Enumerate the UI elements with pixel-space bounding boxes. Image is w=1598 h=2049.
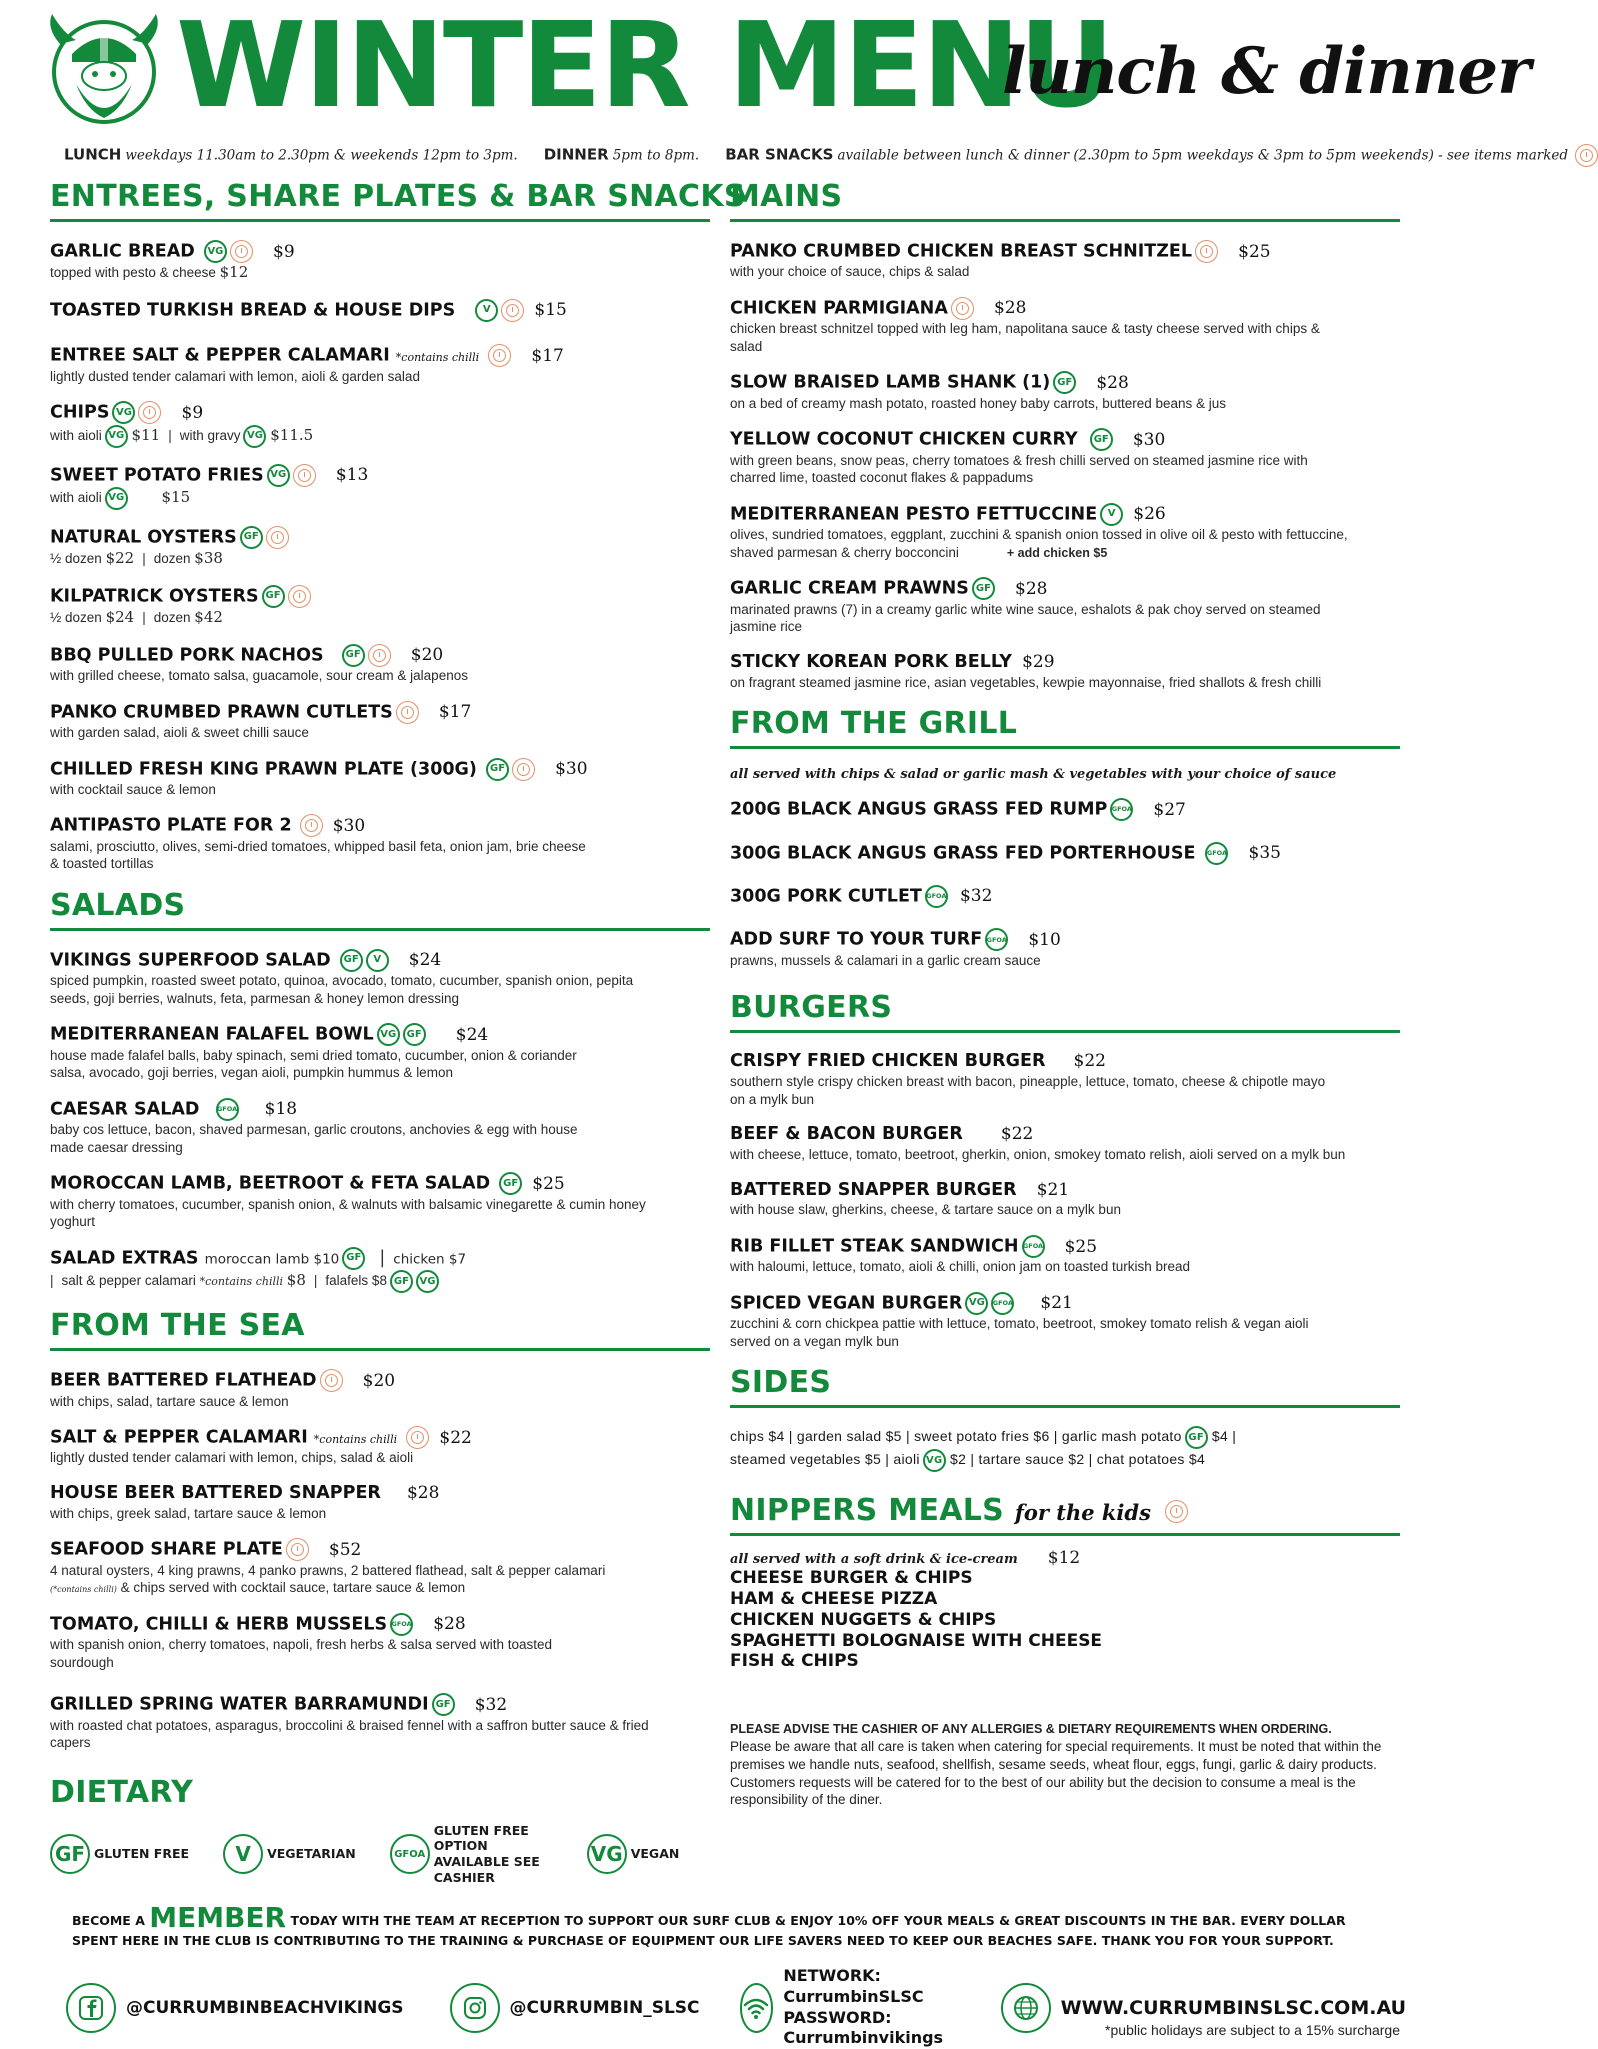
bar-snack-clock-icon [1195, 240, 1218, 263]
item-desc: with grilled cheese, tomato salsa, guacamole, sour cream & jalapenos [50, 668, 468, 684]
item-name: PANKO CRUMBED PRAWN CUTLETS [50, 702, 393, 723]
option-price: $22 [105, 549, 135, 568]
chilli-note: *contains chilli [395, 350, 480, 364]
dietary-label: GLUTEN FREE OPTION AVAILABLE SEE CASHIER [433, 1822, 540, 1885]
nippers-note [730, 1548, 1400, 1568]
item-name: ADD SURF TO YOUR TURF [730, 929, 983, 950]
sides-line: steamed vegetables $5 | aioli [730, 1451, 920, 1468]
nippers-heading [730, 1494, 1400, 1536]
vegan-badge: VG [923, 1449, 946, 1472]
gfoa-badge: GFOA [991, 1292, 1014, 1315]
extra-option: moroccan lamb $10 [204, 1251, 340, 1268]
menu-item [50, 240, 710, 283]
item-desc: with cocktail sauce & lemon [50, 781, 216, 797]
item-name: ENTREE SALT & PEPPER CALAMARI [50, 345, 390, 366]
item-name: KILPATRICK OYSTERS [50, 586, 259, 607]
item-name: MEDITERRANEAN PESTO FETTUCCINE [730, 504, 1098, 525]
item-name: 300G PORK CUTLET [730, 886, 922, 907]
item-desc: southern style crispy chicken breast with bacon, pineapple, lettuce, tomato, cheese & chipotle mayo on a mylk bun [730, 1074, 1326, 1107]
dietary-key-vg [587, 1834, 680, 1874]
item-name: TOMATO, CHILLI & HERB MUSSELS [50, 1614, 388, 1635]
dietary-key-v [223, 1834, 356, 1874]
sides-heading: SIDES [730, 1366, 1400, 1408]
bar-snack-clock-icon [300, 814, 323, 837]
menu-item [730, 1124, 1400, 1163]
item-price: $30 [332, 815, 366, 836]
menu-item: CHIPS VG $9 with aioli VG $11 | with gravy VG $11.5 [50, 401, 710, 447]
dinner-label: DINNER [543, 145, 609, 164]
option-price: $11 [131, 425, 161, 444]
item-price: $10 [1028, 929, 1061, 950]
vegetarian-badge: V [475, 299, 498, 322]
gluten-free-badge: GF [240, 526, 263, 549]
bar-snack-clock-icon [1575, 144, 1598, 167]
right-column [730, 180, 1400, 1809]
item-price: $52 [328, 1539, 362, 1560]
menu-item [730, 1292, 1400, 1350]
nippers-price: $12 [1047, 1548, 1081, 1569]
bar-snack-clock-icon [488, 344, 511, 367]
item-price: $13 [335, 465, 369, 486]
item-desc: 4 natural oysters, 4 king prawns, 4 panko prawns, 2 battered flathead, salt & pepper calamari [50, 1562, 606, 1578]
item-name: NATURAL OYSTERS [50, 527, 237, 548]
item-price: $29 [1022, 651, 1055, 672]
gluten-free-badge: GF [262, 585, 285, 608]
dietary-heading: DIETARY [50, 1774, 194, 1810]
item-name: SWEET POTATO FRIES [50, 465, 264, 486]
item-name: SALT & PEPPER CALAMARI [50, 1427, 308, 1448]
menu-item [730, 577, 1400, 635]
item-price: $17 [531, 345, 564, 366]
item-price: $35 [1248, 843, 1281, 864]
lunch-hours: weekdays 11.30am to 2.30pm & weekends 12pm to 3pm. [125, 147, 518, 164]
item-name: BEER BATTERED FLATHEAD [50, 1370, 317, 1391]
item-price: $15 [534, 300, 567, 321]
menu-item [730, 297, 1400, 355]
gluten-free-badge: GF [1185, 1426, 1208, 1449]
allergy-body: Please be aware that all care is taken when catering for special requirements. It must be noted that within the premises we handle nuts, seafood, shellfish, sesame seeds, wheat flour, eggs, fungi, garlic & dairy products. Customers requests will be catered for to the best of our ability but the decision to consume a meal is the responsibility of the diner. [730, 1738, 1382, 1808]
vegan-badge: VG [105, 425, 128, 448]
chilli-note: *contains chilli [313, 1432, 398, 1446]
item-desc: chicken breast schnitzel topped with leg ham, napolitana sauce & tasty cheese served with chips & salad [730, 321, 1320, 354]
item-price: $12 [219, 263, 249, 282]
item-desc: baby cos lettuce, bacon, shaved parmesan, garlic croutons, anchovies & egg with house made caesar dressing [50, 1122, 578, 1155]
menu-item [730, 371, 1400, 412]
dietary-label: VEGAN [630, 1846, 680, 1862]
menu-item [730, 1180, 1400, 1219]
bar-snack-clock-icon [138, 401, 161, 424]
gluten-free-badge: GF [342, 644, 365, 667]
item-name: BEEF & BACON BURGER [730, 1124, 963, 1145]
menu-item [730, 928, 1400, 969]
vegan-badge: VG [105, 487, 128, 510]
extra-option: falafels $8 [325, 1273, 387, 1289]
gfoa-badge: GFOA [985, 928, 1008, 951]
extra-price: $8 [286, 1271, 306, 1290]
gfoa-badge: GFOA [1110, 798, 1133, 821]
item-desc: lightly dusted tender calamari with lemon, chips, salad & aioli [50, 1450, 414, 1466]
gluten-free-badge: GF [1090, 428, 1113, 451]
menu-item [50, 1098, 710, 1156]
wifi-network: NETWORK: CurrumbinSLSC [783, 1966, 924, 2006]
menu-item [730, 798, 1400, 821]
extra-option: chicken $7 [393, 1251, 467, 1268]
item-price: $17 [438, 702, 472, 723]
dietary-key-gf [50, 1834, 189, 1874]
item-desc: zucchini & corn chickpea pattie with lettuce, tomato, beetroot, smokey tomato relish & vegan aioli served on a vegan mylk bun [730, 1316, 1309, 1349]
wifi-info [740, 1966, 961, 2049]
bar-snack-clock-icon [320, 1369, 343, 1392]
bar-snack-clock-icon [266, 526, 289, 549]
burgers-heading: BURGERS [730, 991, 1400, 1033]
item-price: $25 [1238, 241, 1271, 262]
option-price: $11.5 [270, 425, 314, 444]
item-desc: with cherry tomatoes, cucumber, spanish onion, & walnuts with balsamic vinegarette & cumin honey yoghurt [50, 1196, 646, 1230]
menu-item [50, 344, 710, 385]
menu-item [730, 428, 1400, 486]
item-desc: with green beans, snow peas, cherry tomatoes & fresh chilli served on steamed jasmine rice with charred lime, toasted coconut flakes & pappadums [730, 452, 1308, 486]
list-item: CHICKEN NUGGETS & CHIPS [730, 1609, 997, 1630]
item-desc: with chips, greek salad, tartare sauce & lemon [50, 1505, 327, 1521]
add-on-note: + add chicken $5 [1006, 545, 1108, 560]
member-pre: BECOME A [72, 1913, 145, 1928]
item-name: RIB FILLET STEAK SANDWICH [730, 1236, 1019, 1257]
gluten-free-badge: GF [390, 1270, 413, 1293]
menu-title: WINTER MENU [176, 0, 1113, 134]
gfoa-badge: GFOA [1022, 1235, 1045, 1258]
item-desc: olives, sundried tomatoes, eggplant, zucchini & spanish onion tossed in olive oil & pesto with fettuccine, shaved parmesan & cherry bocconcini [730, 527, 1348, 560]
gfoa-badge: GFOA [390, 1834, 430, 1874]
allergy-notice [730, 1720, 1400, 1809]
menu-item [730, 503, 1400, 561]
website-url: WWW.CURRUMBINSLSC.COM.AU [1060, 1996, 1406, 2019]
item-desc: house made falafel balls, baby spinach, semi dried tomato, cucumber, onion & coriander salsa, avocado, goji berries, vegan aioli, pumpkin hummus & lemon [50, 1047, 577, 1081]
member-highlight: MEMBER [149, 1901, 287, 1934]
sides-line: $4 | [1211, 1428, 1237, 1445]
item-desc: prawns, mussels & calamari in a garlic cream sauce [730, 952, 1041, 968]
gluten-free-badge: GF [50, 1834, 90, 1874]
menu-item [50, 1369, 710, 1410]
facebook-icon [66, 1983, 116, 2033]
sides-list [730, 1426, 1400, 1472]
menu-item [730, 240, 1400, 281]
vegetarian-badge: V [1100, 503, 1123, 526]
menu-item [50, 1483, 710, 1522]
extra-option: salt & pepper calamari [61, 1273, 196, 1289]
bar-snacks-label: BAR SNACKS [725, 145, 834, 164]
member-text: TODAY WITH THE TEAM AT RECEPTION TO SUPPORT OUR SURF CLUB & ENJOY 10% OFF YOUR MEALS & GREAT DISCOUNTS IN THE BAR. EVERY DOLLAR SPENT HERE IN THE CLUB IS CONTRIBUTING TO THE TRAINING & PURCHASE OF EQUIPMENT OUR LIFE SAVERS NEED TO KEEP OUR BEACHES SAFE. THANK YOU FOR YOUR SUPPORT. [72, 1913, 1346, 1948]
instagram-icon [450, 1983, 500, 2033]
item-name: CAESAR SALAD [50, 1099, 200, 1120]
menu-item [50, 464, 710, 510]
gluten-free-badge: GF [499, 1172, 522, 1195]
bar-snack-clock-icon [293, 464, 316, 487]
menu-item [50, 1172, 710, 1230]
option-label: with gravy [179, 427, 241, 443]
item-price: $21 [1036, 1179, 1070, 1200]
menu-item [50, 949, 710, 1007]
item-name: SEAFOOD SHARE PLATE [50, 1539, 283, 1560]
item-desc: spiced pumpkin, roasted sweet potato, quinoa, avocado, tomato, cucumber, spanish onion, pepita seeds, goji berries, walnuts, feta, parmesan & honey lemon dressing [50, 973, 634, 1006]
item-price: $28 [1096, 372, 1129, 393]
item-price: $30 [1132, 429, 1166, 450]
gluten-free-badge: GF [432, 1693, 455, 1716]
viking-logo-icon [42, 14, 166, 126]
vegan-badge: VG [587, 1834, 627, 1874]
membership-banner [72, 1901, 1392, 1949]
gluten-free-badge: GF [342, 1247, 365, 1270]
bar-snack-clock-icon [396, 701, 419, 724]
gfoa-badge: GFOA [925, 885, 948, 908]
item-desc: with haloumi, lettuce, tomato, aioli & chilli, onion jam on toasted turkish bread [730, 1259, 1190, 1275]
option-label: ½ dozen [50, 610, 102, 626]
item-name: CHICKEN PARMIGIANA [730, 298, 948, 319]
option-price: $38 [194, 549, 223, 568]
lunch-label: LUNCH [64, 145, 122, 164]
item-price: $9 [273, 241, 295, 262]
gluten-free-badge: GF [486, 758, 509, 781]
sides-line: chips $4 | garden salad $5 | sweet potato fries $6 | garlic mash potato [730, 1428, 1182, 1445]
item-desc: with garden salad, aioli & sweet chilli sauce [50, 724, 309, 740]
item-name: ANTIPASTO PLATE FOR 2 [50, 815, 292, 836]
item-price: $28 [993, 298, 1027, 319]
globe-icon [1001, 1983, 1051, 2033]
mains-heading: MAINS [730, 180, 1400, 222]
vegetarian-badge: V [366, 949, 389, 972]
item-desc: & chips served with cocktail sauce, tartare sauce & lemon [120, 1580, 466, 1596]
gluten-free-badge: GF [1053, 371, 1076, 394]
entrees-heading: ENTREES, SHARE PLATES & BAR SNACKS [50, 180, 710, 222]
item-name: BATTERED SNAPPER BURGER [730, 1179, 1017, 1200]
dietary-label: VEGETARIAN [267, 1846, 356, 1862]
instagram-handle: @CURRUMBIN_SLSC [509, 1997, 700, 2018]
dietary-key [50, 1823, 710, 1886]
item-price: $28 [406, 1483, 440, 1503]
grill-note: all served with chips & salad or garlic mash & vegetables with your choice of sauce [730, 767, 1337, 783]
item-price: $32 [474, 1694, 508, 1715]
menu-item [50, 1538, 710, 1596]
item-desc: on fragrant steamed jasmine rice, asian vegetables, kewpie mayonnaise, fried shallots & fresh chilli [730, 674, 1322, 690]
item-name: TOASTED TURKISH BREAD & HOUSE DIPS [50, 300, 456, 321]
item-name: VIKINGS SUPERFOOD SALAD [50, 950, 331, 971]
vegan-badge: VG [243, 425, 266, 448]
item-price: $26 [1133, 504, 1166, 525]
item-price: $28 [1015, 578, 1048, 599]
menu-item [50, 1426, 710, 1467]
option-price: $24 [105, 608, 135, 627]
item-price: $27 [1153, 799, 1186, 820]
item-price: $25 [532, 1173, 565, 1194]
sides-line: $2 | tartare sauce $2 | chat potatoes $4 [950, 1451, 1206, 1468]
item-desc: with chips, salad, tartare sauce & lemon [50, 1393, 289, 1409]
menu-subtitle: lunch & dinner [1002, 34, 1530, 109]
allergy-title: PLEASE ADVISE THE CASHIER OF ANY ALLERGIES & DIETARY REQUIREMENTS WHEN ORDERING. [730, 1722, 1332, 1737]
nippers-title: NIPPERS MEALS [730, 1493, 1005, 1529]
dietary-label: GLUTEN FREE [94, 1846, 190, 1862]
facebook-link[interactable] [66, 1983, 404, 2033]
bar-snack-clock-icon [288, 585, 311, 608]
wifi-password: PASSWORD: Currumbinvikings [783, 2007, 944, 2048]
item-price: $22 [439, 1427, 472, 1448]
dinner-hours: 5pm to 8pm. [612, 147, 700, 164]
menu-item: KILPATRICK OYSTERS GF ½ dozen $24 | dozen $42 [50, 585, 710, 628]
menu-item [730, 1235, 1400, 1276]
menu-item [50, 299, 710, 322]
bar-snack-clock-icon [368, 644, 391, 667]
salad-extras: SALAD EXTRAS moroccan lamb $10 GF | chicken $7 | salt & pepper calamari *contains chilli $8 | falafels $8 GF VG [50, 1247, 710, 1293]
list-item: HAM & CHEESE PIZZA [730, 1589, 938, 1610]
vegan-badge: VG [112, 401, 135, 424]
gluten-free-badge: GF [972, 577, 995, 600]
item-name: PANKO CRUMBED CHICKEN BREAST SCHNITZEL [730, 241, 1193, 262]
item-desc: topped with pesto & cheese [50, 265, 216, 281]
vegan-badge: VG [204, 240, 227, 263]
menu-item [50, 1023, 710, 1081]
option-label: dozen [153, 551, 191, 567]
list-item: SPAGHETTI BOLOGNAISE WITH CHEESE [730, 1630, 1103, 1651]
item-name: SPICED VEGAN BURGER [730, 1293, 963, 1314]
bar-snack-clock-icon [286, 1538, 309, 1561]
menu-item [50, 1613, 710, 1671]
menu-item [730, 842, 1400, 865]
item-name: CHIPS [50, 402, 110, 423]
item-name: HOUSE BEER BATTERED SNAPPER [50, 1483, 381, 1503]
bar-snack-clock-icon [501, 299, 524, 322]
list-item: CHEESE BURGER & CHIPS [730, 1568, 973, 1589]
chilli-note: *contains chilli [199, 1275, 284, 1289]
menu-item [50, 814, 710, 872]
item-name: CRISPY FRIED CHICKEN BURGER [730, 1051, 1046, 1072]
item-desc: on a bed of creamy mash potato, roasted honey baby carrots, buttered beans & jus [730, 395, 1227, 411]
item-price: $21 [1040, 1293, 1073, 1314]
item-price: $32 [959, 886, 993, 907]
nippers-subtitle: for the kids [1014, 1500, 1151, 1526]
item-name: SLOW BRAISED LAMB SHANK (1) [730, 372, 1051, 393]
item-name: MEDITERRANEAN FALAFEL BOWL [50, 1024, 374, 1045]
surcharge-note: *public holidays are subject to a 15% surcharge [1105, 2022, 1400, 2038]
facebook-handle: @CURRUMBINBEACHVIKINGS [126, 1997, 404, 2018]
vegan-badge: VG [377, 1023, 400, 1046]
list-item: FISH & CHIPS [730, 1651, 859, 1672]
option-label: with aioli [50, 427, 102, 443]
item-desc: with roasted chat potatoes, asparagus, broccolini & braised fennel with a saffron butter sauce & fried capers [50, 1717, 649, 1751]
opening-hours [64, 144, 1569, 167]
menu-item [50, 701, 710, 742]
grill-heading: FROM THE GRILL [730, 707, 1400, 749]
gfoa-badge: GFOA [216, 1098, 239, 1121]
menu-item: NATURAL OYSTERS GF ½ dozen $22 | dozen $38 [50, 526, 710, 569]
item-name: 200G BLACK ANGUS GRASS FED RUMP [730, 799, 1108, 820]
item-price: $20 [362, 1370, 396, 1391]
menu-item [50, 1693, 710, 1751]
menu-item [50, 644, 710, 685]
option-label: with aioli [50, 489, 102, 505]
vegan-badge: VG [416, 1270, 439, 1293]
item-desc: marinated prawns (7) in a creamy garlic white wine sauce, eshalots & pak choy served on steamed jasmine rice [730, 601, 1321, 635]
item-price: $22 [1000, 1124, 1034, 1145]
bar-snacks-hours: available between lunch & dinner (2.30pm to 5pm weekdays & 3pm to 5pm weekends) - see items marked [837, 147, 1569, 164]
gluten-free-badge: GF [403, 1023, 426, 1046]
item-name: GARLIC CREAM PRAWNS [730, 578, 969, 599]
bar-snack-clock-icon [230, 240, 253, 263]
option-price: $15 [161, 487, 191, 506]
item-desc: with house slaw, gherkins, cheese, & tartare sauce on a mylk bun [730, 1202, 1121, 1218]
menu-item [730, 885, 1400, 908]
gfoa-badge: GFOA [390, 1613, 413, 1636]
item-name: BBQ PULLED PORK NACHOS [50, 645, 324, 666]
item-desc: salami, prosciutto, olives, semi-dried tomatoes, whipped basil feta, onion jam, brie cheese & toasted tortillas [50, 838, 586, 872]
menu-item [730, 1051, 1400, 1108]
vegan-badge: VG [267, 464, 290, 487]
nippers-list [730, 1568, 1400, 1672]
chilli-note: (*contains chilli) [50, 1585, 117, 1595]
item-price: $18 [264, 1099, 298, 1120]
item-price: $25 [1064, 1236, 1098, 1257]
item-desc: with your choice of sauce, chips & salad [730, 264, 970, 280]
item-price: $24 [455, 1024, 489, 1045]
gluten-free-badge: GF [340, 949, 363, 972]
item-name: 300G BLACK ANGUS GRASS FED PORTERHOUSE [730, 843, 1196, 864]
bar-snack-clock-icon [951, 297, 974, 320]
menu-item [730, 652, 1400, 691]
bar-snack-clock-icon [512, 758, 535, 781]
option-label: dozen [153, 610, 191, 626]
item-name: MOROCCAN LAMB, BEETROOT & FETA SALAD [50, 1173, 491, 1194]
menu-item [50, 758, 710, 799]
item-desc: with spanish onion, cherry tomatoes, napoli, fresh herbs & salsa served with toasted sourdough [50, 1637, 553, 1670]
item-desc: lightly dusted tender calamari with lemon, aioli & garden salad [50, 368, 420, 384]
item-desc: with cheese, lettuce, tomato, beetroot, gherkin, onion, smokey tomato relish, aioli served on a mylk bun [730, 1147, 1346, 1163]
bar-snack-clock-icon [406, 1426, 429, 1449]
item-name: GRILLED SPRING WATER BARRAMUNDI [50, 1694, 429, 1715]
salads-heading: SALADS [50, 889, 710, 931]
item-price: $30 [555, 759, 588, 780]
left-column [50, 179, 746, 1885]
item-price: $9 [181, 402, 204, 423]
item-name: STICKY KOREAN PORK BELLY [730, 651, 1012, 672]
sea-heading: FROM THE SEA [50, 1309, 710, 1351]
item-name: YELLOW COCONUT CHICKEN CURRY [730, 429, 1078, 450]
item-price: $20 [410, 645, 444, 666]
option-price: $42 [194, 608, 223, 627]
nippers-note-text: all served with a soft drink & ice-cream [730, 1552, 1018, 1568]
bar-snack-clock-icon [1165, 1500, 1188, 1523]
instagram-link[interactable] [450, 1983, 700, 2033]
dietary-key-gfoa [390, 1823, 559, 1886]
item-price: $24 [408, 950, 442, 971]
gfoa-badge: GFOA [1205, 842, 1228, 865]
item-name: SALAD EXTRAS [50, 1248, 199, 1269]
vegetarian-badge: V [223, 1834, 263, 1874]
vegan-badge: VG [965, 1292, 988, 1315]
option-label: ½ dozen [50, 551, 102, 567]
item-price: $28 [433, 1614, 466, 1635]
wifi-icon [740, 1983, 774, 2033]
item-name: GARLIC BREAD [50, 241, 195, 262]
item-name: CHILLED FRESH KING PRAWN PLATE (300G) [50, 759, 477, 780]
item-price: $22 [1073, 1051, 1106, 1072]
